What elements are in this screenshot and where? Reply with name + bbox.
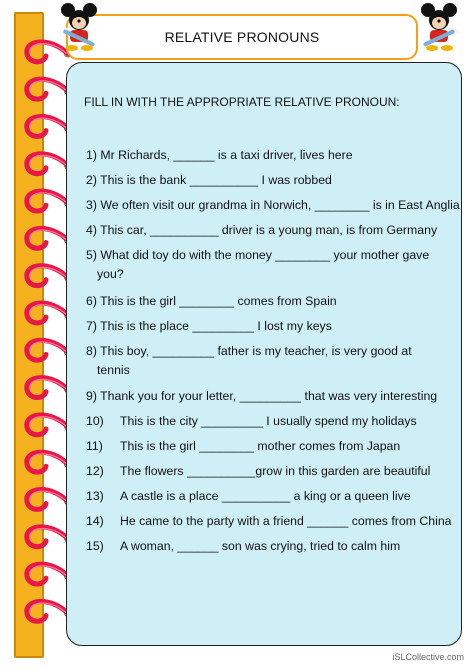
question-item: [86, 292, 337, 311]
page-title: RELATIVE PRONOUNS: [164, 29, 320, 45]
question-number: 6): [86, 294, 97, 308]
question-item: [86, 171, 332, 190]
question-text: The flowers __________grow in this garden are beautiful: [120, 464, 431, 478]
question-number: 7): [86, 319, 97, 333]
question-number: 3): [86, 198, 97, 212]
question-number: 11): [86, 439, 103, 453]
question-text: This is the girl ________ mother comes from Japan: [120, 439, 401, 453]
question-item: [86, 412, 417, 431]
question-item: [86, 387, 437, 406]
question-text: We often visit our grandma in Norwich, ________ is in East Anglia: [100, 198, 460, 212]
question-item: [86, 437, 400, 456]
mickey-mouse-icon: [418, 2, 462, 56]
question-text-continued: tennis: [97, 363, 130, 377]
question-item: [86, 342, 412, 377]
question-text: This boy, _________ father is my teacher, is very good at: [100, 344, 412, 358]
question-text: This is the city _________ I usually spend my holidays: [120, 414, 417, 428]
question-number: 15): [86, 539, 104, 553]
question-item: [86, 246, 430, 281]
question-text-continued: you?: [97, 267, 124, 281]
question-item: [86, 462, 430, 481]
question-number: 14): [86, 514, 104, 528]
title-box: [66, 14, 418, 60]
instruction-text: FILL IN WITH THE APPROPRIATE RELATIVE PRONOUN:: [84, 95, 400, 109]
question-number: 4): [86, 223, 97, 237]
question-text: He came to the party with a friend ______ comes from China: [120, 514, 452, 528]
question-item: [86, 317, 332, 336]
question-text: What did toy do with the money ________ your mother gave: [100, 248, 430, 262]
question-item: [86, 537, 400, 556]
question-item: [86, 512, 452, 531]
question-text: This car, __________ driver is a young man, is from Germany: [100, 223, 438, 237]
question-number: 5): [86, 248, 97, 262]
question-text: A woman, ______ son was crying, tried to calm him: [120, 539, 401, 553]
question-text: Mr Richards, ______ is a taxi driver, lives here: [100, 148, 353, 162]
question-text: This is the place _________ I lost my keys: [100, 319, 332, 333]
question-number: 13): [86, 489, 104, 503]
question-text: Thank you for your letter, _________ that was very interesting: [100, 389, 438, 403]
question-number: 12): [86, 464, 104, 478]
footer-watermark: iSLCollective.com: [392, 652, 464, 662]
question-text: This is the bank __________ I was robbed: [100, 173, 332, 187]
question-number: 2): [86, 173, 97, 187]
question-number: 10): [86, 414, 104, 428]
question-item: [86, 146, 353, 165]
question-text: This is the girl ________ comes from Spain: [100, 294, 337, 308]
question-number: 9): [86, 389, 97, 403]
binder-spine: [14, 12, 44, 658]
question-text: A castle is a place __________ a king or a queen live: [120, 489, 411, 503]
question-item: [86, 487, 411, 506]
question-item: [86, 196, 460, 215]
question-number: 1): [86, 148, 97, 162]
question-number: 8): [86, 344, 97, 358]
question-item: [86, 221, 437, 240]
mickey-mouse-icon: [58, 2, 102, 56]
